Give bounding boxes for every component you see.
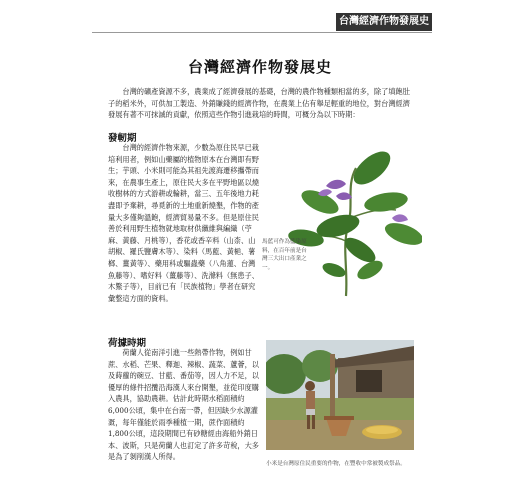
header-separator: ・ (373, 34, 384, 45)
running-header (336, 13, 432, 45)
plant-caption: 馬藍可作為藍染原料，在百年前是台灣三大出口產業之一。 (262, 239, 307, 271)
intro-paragraph: 台灣的礦產資源不多，農業成了經濟發展的基礎，台灣的農作物種類相當的多，除了填飽肚子的稻米外，可供加工製造、外銷賺錢的經濟作物，在農業上佔有舉足輕重的地位，對台灣經濟發展有著不可抹滅的貢獻，依照這些作物引進栽培的時間，可概分為以下時期： (108, 87, 410, 120)
section-heading-dutch: 荷據時期 (108, 338, 147, 349)
section-text-early: 台灣的經濟作物來源，少數為原住民早已栽培利用者，例如山藥屬的植物原本在台灣即有野生；芋頭、小米則可能為其祖先渡海遷移攜帶而來，在農事生產上，原住民大多在平野地區以燒收樹林的方式游耕或輪耕，當三、五年後地力耗盡即予棄耕，尋覓新的土地重新燒墾，作物的產量大多僅夠溫飽，經濟貿易量不多。但是原住民善於利用野生植物就地取材供纖維與編織（苧麻、黃藤、月桃等），香花或香辛料（山柰、山胡椒、羅氏鹽膚木等）、染料（馬藍、黃梔、薯榔、薑黃等）、藥用科或驅蟲藥（八角蓮、台灣魚藤等）、嗜好料（薑藤等）、洗滌料（無患子、木鱉子等），目前已有「民族植物」學者在研究彙整這方面的資料。 (108, 143, 259, 303)
section-heading-early: 發軔期 (108, 133, 137, 144)
photo-caption: 小米是台灣原住民重要的作物，在豐收中常被製成祭品。 (266, 461, 406, 467)
page-number: 5 (387, 34, 395, 45)
page-title: 台灣經濟作物發展史 (187, 58, 332, 76)
plant-illustration (276, 138, 422, 298)
page-header (0, 0, 520, 45)
section-text-dutch: 荷蘭人從南洋引進一些熱帶作物，例如甘蔗、水稻、芒果、釋迦、辣椒、蔬菜、蘆薈，以及蒔蘿的碗豆、甘藍、番茄等，因人力不足，以優厚的條件招攬沿海漢人來台開墾，並從印度購入農具，協助農耕。估計此時期水稻面積約6,000公頃，集中在台南一帶，但因缺少水源灌溉，每年僅能於雨季種植一期，蔗作面積約1,800公頃，這段期間已有砂糖經由海船外銷日本、波斯，只是荷蘭人也訂定了許多苛稅，大多是為了剝削漢人所得。 (108, 348, 259, 462)
photo-millet-pounding (266, 340, 414, 450)
header-rule (92, 32, 432, 33)
running-title: 台灣經濟作物發展史 (339, 16, 429, 27)
